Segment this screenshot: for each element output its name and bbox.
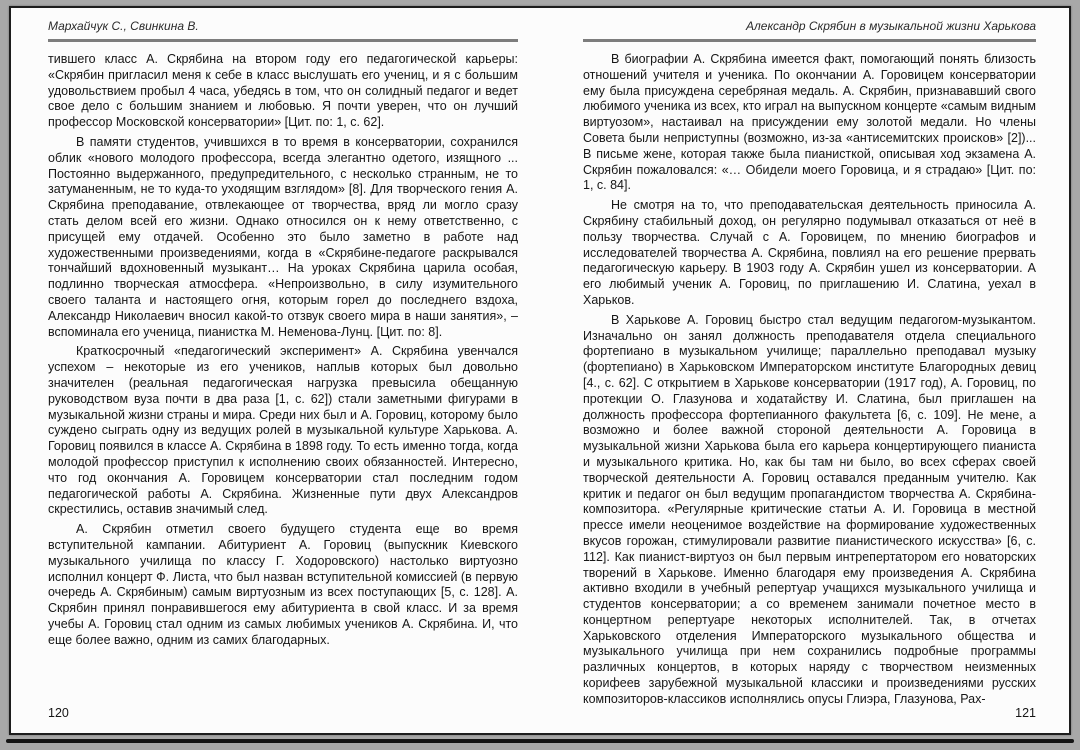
right-page-body — [583, 52, 1036, 708]
left-page-body — [48, 52, 518, 648]
right-running-head: Александр Скрябин в музыкальной жизни Харькова — [746, 19, 1036, 33]
paragraph: Не смотря на то, что преподавательская деятельность приносила А. Скрябину стабильный доход, он регулярно подумывал отказаться от неё в пользу творчества. Случай с А. Горовицем, по мнению биографов и исследователей творчества А. Скрябина, повлиял на его решение прервать педагогическую карьеру. В 1903 году А. Скрябин ушел из консерватории. А его любимый ученик А. Горовиц, по приглашению И. Слатина, уехал в Харьков. — [583, 198, 1036, 307]
paragraph: Краткосрочный «педагогический эксперимент» А. Скрябина увенчался успехом – некоторые из его учеников, наплыв которых был довольно значителен (реальная педагогическая нагрузка превысила обещанную руководством вуза почти в два раза [1, с. 62]) стали заметными фигурами в музыкальной жизни страны и мира. Среди них был и А. Горовиц, которому было суждено сыграть одну из ведущих ролей в музыкальной культуре Харькова. А. Горовиц появился в классе А. Скрябина в 1898 году. То есть именно тогда, когда молодой профессор приступил к исполнению своих обязанностей. Интересно, что год окончания А. Горовицем консерватории стал последним годом педагогической работы А. Скрябина. Жизненные пути двух Александров скрестились, оставив значимый след. — [48, 344, 518, 517]
left-running-head: Мархайчук С., Свинкина В. — [48, 19, 199, 33]
paragraph: В памяти студентов, учившихся в то время в консерватории, сохранился облик «нового молодого профессора, всегда элегантно одетого, изящного ... Постоянно выдержанного, предупредительного, с несколько странным, не то затуманенным, не то куда-то уходящим взглядом» [8]. Для творческого гения А. Скрябина преподавание, отвлекающее от творчества, вряд ли могло сразу стать делом всей его жизни. Однако относился он к нему ответственно, с присущей ему отдачей. Особенно это было заметно в работе над художественными произведениями, когда в «Скрябине-педагоге раскрывался тончайший вдохновенный музыкант… На уроках Скрябина царила особая, подлинно творческая атмосфера. «Непроизвольно, в силу изумительного своего таланта и настоящего огня, которым горел до последнего вздоха, Александр Николаевич вносил какой-то отзвук своего мира в наши занятия», – вспоминала его ученица, пианистка М. Неменова-Лунц. [Цит. по: 8]. — [48, 134, 518, 339]
book-spread — [9, 6, 1071, 735]
paragraph: В биографии А. Скрябина имеется факт, помогающий понять близость отношений учителя и ученика. По окончании А. Горовицем консерватории ему была присуждена серебряная медаль. А. Скрябин, признававший свого любимого ученика из всех, кто играл на выпускном концерте «самым видным виртуозом», настаивал на присуждении ему золотой медали. Но члены Совета были неприступны (возможно, из-за «антисемитских происков» [2])... В письме жене, которая также была пианисткой, описывая ход экзамена А. Скрябин пожаловался: «… Обидели моего Горовица, и я страдаю» [Цит. по: 1, с. 84]. — [583, 52, 1036, 193]
paragraph: тившего класс А. Скрябина на втором году его педагогической карьеры: «Скрябин пригласил меня к себе в класс выслушать его учениц, и я с большим удовольствием пробыл 4 часа, убедясь в том, что он солидный педагог и ведет свое дело с большим знанием и любовью. Я почти уверен, что он лучший профессор Московской консерватории» [Цит. по: 1, с. 62]. — [48, 52, 518, 130]
right-page — [540, 8, 1069, 733]
left-header-rule — [48, 39, 518, 42]
book-bottom-edge — [6, 739, 1074, 743]
paragraph: В Харькове А. Горовиц быстро стал ведущим педагогом-музыкантом. Изначально он занял должность преподавателя отдела специального фортепиано в музыкальном училище; параллельно преподавал музыку (фортепиано) в Харьковском Императорском институте Благородных девиц [4., с. 62]. С открытием в Харькове консерватории (1917 год), А. Горовиц, по протекции О. Глазунова и ходатайству И. Слатина, был приглашен на должность профессора фортепианного факультета [6, с. 109]. Не мене, а возможно и более важной стороной деятельности А. Горовица в музыкальной жизни Харькова была его карьера концертирующего пианиста и музыкального критика. Но, как бы там ни было, во всех сферах своей творческой деятельности А. Горовиц оставался преданным учителю. Как критик и педагог он был ведущим пропагандистом творчества А. Скрябина-композитора. «Регулярные критические статьи А. И. Горовица в местной прессе имели неоценимое воздействие на формирование художественных вкусов горожан, стимулировали развитие пианистического искусства» [6, с. 112]. Как пианист-виртуоз он был первым интрепертатором его новаторских творений в Харькове. Именно благодаря ему произведения А. Скрябина активно входили в учебный репертуар учащихся музыкального училища и студентов консерватории; а со временем занимали почетное место в концертном репертуаре некоторых исполнителей. Так, в отчетах Харьковского отделения Императорского музыкального общества и музыкального училища при нем сохранились подробные программы различных концертов, в которых наряду с творчеством неизменных корифеев зарубежной музыкальной классики и произведениями русских композиторов-классиков исполнялись опусы Глиэра, Глазунова, Рах- — [583, 312, 1036, 706]
right-page-number: 121 — [1015, 706, 1036, 720]
left-page-number: 120 — [48, 706, 69, 720]
left-page — [11, 8, 540, 733]
right-header-rule — [583, 39, 1036, 42]
paragraph: А. Скрябин отметил своего будущего студента еще во время вступительной кампании. Абитуриент А. Горовиц (выпускник Киевского музыкального училища по классу Г. Ходоровского) настолько виртуозно исполнил концерт Ф. Листа, что был назван вступительной комиссией (в первую очередь А. Скрябиным) самым виртуозным из всех поступающих [5, с. 128]. А. Скрябин принял понравившегося ему абитуриента в свой класс. И за время учебы А. Горовиц стал одним из самых любимых учеников А. Скрябина. И, что еще более важно, одним из самих благодарных. — [48, 522, 518, 647]
